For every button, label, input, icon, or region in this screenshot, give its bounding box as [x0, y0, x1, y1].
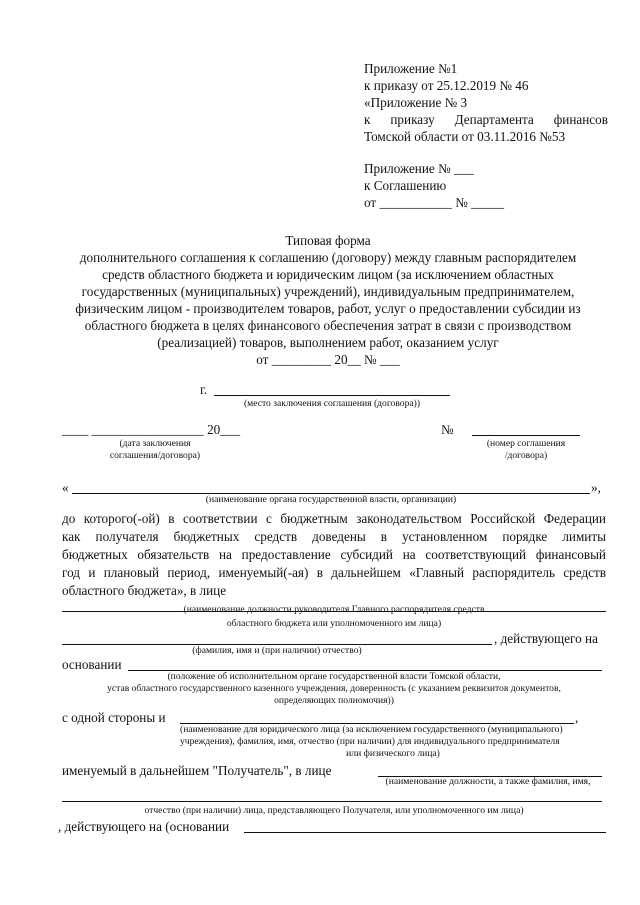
close-quote: »,	[591, 480, 601, 495]
title-line-2: дополнительного соглашения к соглашению (договору) между главным распорядителем	[79, 250, 577, 265]
basis-caption-3: определяющих полномочия))	[274, 695, 394, 706]
basis-prefix: основании	[62, 657, 122, 672]
one-side-comma: ,	[575, 710, 579, 725]
dept-order-word-4: финансов	[553, 112, 608, 127]
dept-order-word-3: Департамента	[454, 112, 534, 127]
agreement-date-blank[interactable]: ____ _________________ 20___	[62, 422, 241, 437]
place-prefix: г.	[200, 382, 208, 397]
title-line-4: государственных (муниципальных) учреждений), индивидуальным предпринимателем,	[81, 284, 575, 299]
recipient-caption-3: или физического лица)	[346, 748, 440, 759]
title-line-5: физическим лицом - производителем товаров, работ, услуг о предоставлении субсидии из	[75, 301, 581, 316]
position-caption: (наименование должности, а также фамилия, имя,	[385, 776, 591, 787]
head-caption-2: областного бюджета или уполномоченного им лица)	[226, 618, 442, 629]
representative-line[interactable]	[62, 801, 602, 802]
recipient-caption-2: учреждения), фамилия, имя, отчество (при наличии) для индивидуального предпринимателя	[180, 736, 560, 747]
number-sign: №	[441, 422, 454, 437]
acting-suffix: , действующего на	[494, 631, 598, 646]
dept-order-word-1: к	[364, 112, 371, 127]
title-line-7: (реализацией) товаров, выполнением работ, оказанием услуг	[157, 335, 499, 350]
basis-caption-2: устав областного государственного казенного учреждения, доверенность (с указанием реквизитов документов,	[107, 683, 561, 694]
recipient-caption-1: (наименование для юридического лица (за исключением государственного (муниципального)	[180, 724, 563, 735]
number-caption-1: (номер соглашения	[486, 438, 566, 449]
number-line[interactable]	[472, 435, 580, 436]
title-line-3: средств областного бюджета и юридическим лицом (за исключением областных	[102, 267, 554, 282]
form-title: Типовая форма	[285, 233, 371, 248]
para-1-line-4: год и плановый период, именуемый(-ая) в дальнейшем «Главный распорядитель средств	[62, 565, 606, 580]
dept-order-word-2: приказу	[390, 112, 435, 127]
appendix-3: «Приложение № 3	[364, 95, 468, 110]
agreement-reference: к Соглашению	[364, 178, 447, 193]
date-caption-1: (дата заключения	[119, 438, 191, 449]
open-quote: «	[62, 480, 69, 495]
order-reference: к приказу от 25.12.2019 № 46	[364, 78, 529, 93]
patronymic-caption: отчество (при наличии) лица, представляющего Получателя, или уполномоченного им лица)	[144, 805, 524, 816]
dept-order-line-2: Томской области от 03.11.2016 №53	[364, 129, 566, 144]
number-caption-2: /договора)	[504, 450, 548, 461]
date-caption-2: соглашения/договора)	[109, 450, 201, 461]
acting-basis-line[interactable]	[244, 832, 606, 833]
para-1-line-1: до которого(-ой) в соответствии с бюджетным законодательством Российской Федерации	[62, 511, 606, 526]
appendix-blank: Приложение № ___	[364, 161, 474, 176]
head-caption-1: (наименование должности руководителя Главного распорядителя средств	[183, 604, 485, 615]
acting-basis: , действующего на (основании	[58, 819, 230, 834]
agreement-date: от ___________ № _____	[364, 195, 505, 210]
dept-order-line	[364, 111, 608, 128]
para-1-line-2: как получателя бюджетных средств доведены в установленном порядке лимиты	[62, 529, 606, 544]
named-recipient: именуемый в дальнейшем "Получатель", в лице	[62, 763, 332, 778]
place-line[interactable]	[214, 395, 450, 396]
title-line-6: областного бюджета в целях финансового обеспечения затрат в связи с производством	[84, 318, 572, 333]
organization-caption: (наименование органа государственной власти, организации)	[205, 494, 457, 505]
one-side-text: с одной стороны и	[62, 710, 166, 725]
basis-caption-1: (положение об исполнительном органе государственной власти Томской области,	[167, 671, 501, 682]
place-caption: (место заключения соглашения (договора))	[243, 398, 421, 409]
title-date-number: от _________ 20__ № ___	[256, 352, 400, 367]
appendix-1: Приложение №1	[364, 61, 458, 76]
para-1-line-3: бюджетных обязательств на предоставление субсидий на соответствующий финансовый	[62, 547, 606, 562]
fio-caption: (фамилия, имя и (при наличии) отчество)	[192, 645, 362, 656]
para-1-line-5: областного бюджета», в лице	[62, 583, 227, 598]
